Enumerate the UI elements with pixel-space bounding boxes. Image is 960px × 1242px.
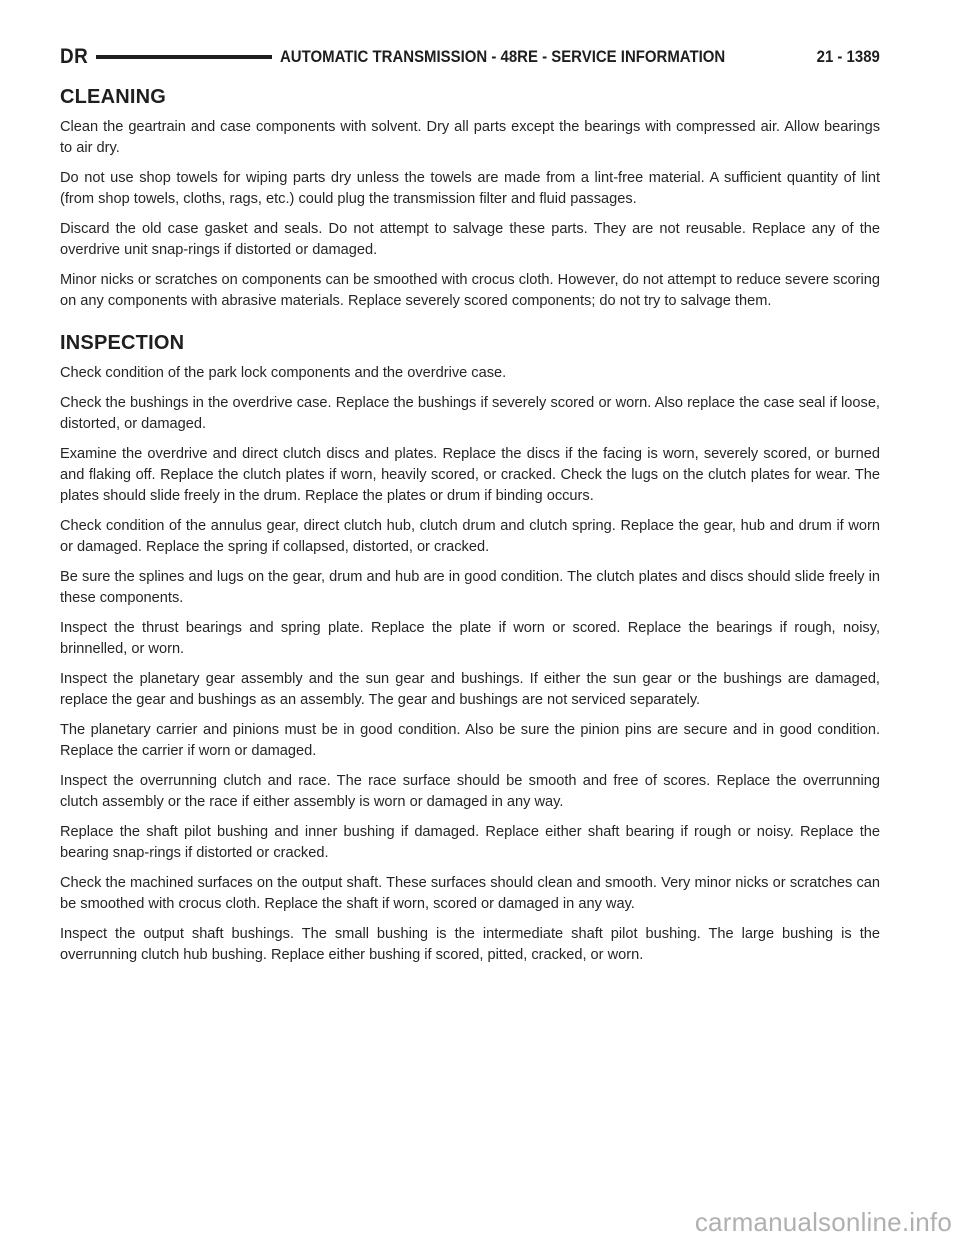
model-code: DR [60, 45, 89, 68]
section-heading-inspection: INSPECTION [60, 332, 185, 354]
page-number: 21 - 1389 [816, 47, 880, 66]
paragraph: Inspect the thrust bearings and spring plate. Replace the plate if worn or scored. Replace the bearings if rough, noisy, brinnelled, or worn. [60, 620, 880, 657]
paragraph: Inspect the planetary gear assembly and the sun gear and bushings. If either the sun gear or the bushings are damaged, replace the gear and bushings as an assembly. The gear and bushings are not serviced separately. [60, 671, 880, 708]
paragraph: Be sure the splines and lugs on the gear, drum and hub are in good condition. The clutch plates and discs should slide freely in these components. [60, 569, 880, 606]
header-rule [96, 55, 272, 59]
paragraph: Minor nicks or scratches on components can be smoothed with crocus cloth. However, do not attempt to reduce severe scoring on any components with abrasive materials. Replace severely scored components; do not try to salvage them. [60, 272, 880, 309]
watermark: carmanualsonline.info [694, 1207, 952, 1237]
paragraph: Clean the geartrain and case components with solvent. Dry all parts except the bearings with compressed air. Allow bearings to air dry. [60, 119, 880, 156]
paragraph: Replace the shaft pilot bushing and inner bushing if damaged. Replace either shaft bearing if rough or noisy. Replace the bearing snap-rings if distorted or cracked. [60, 824, 880, 861]
paragraph: Check condition of the annulus gear, direct clutch hub, clutch drum and clutch spring. Replace the gear, hub and drum if worn or damaged. Replace the spring if collapsed, distorted, or cracked. [60, 518, 880, 555]
paragraph: Do not use shop towels for wiping parts dry unless the towels are made from a lint-free material. A sufficient quantity of lint (from shop towels, cloths, rags, etc.) could plug the transmission filter and fluid passages. [60, 170, 880, 207]
page-header [60, 42, 880, 72]
paragraph: Inspect the overrunning clutch and race. The race surface should be smooth and free of scores. Replace the overrunning clutch assembly or the race if either assembly is worn or damaged in any way. [60, 773, 880, 810]
paragraph: Check condition of the park lock components and the overdrive case. [60, 365, 507, 381]
section-heading-cleaning: CLEANING [60, 86, 167, 108]
page-content [60, 86, 880, 975]
paragraph: Inspect the output shaft bushings. The small bushing is the intermediate shaft pilot bushing. The large bushing is the overrunning clutch hub bushing. Replace either bushing if scored, pitted, cracked, or worn. [60, 926, 880, 963]
paragraph: Check the bushings in the overdrive case. Replace the bushings if severely scored or worn. Also replace the case seal if loose, distorted, or damaged. [60, 395, 880, 432]
paragraph: The planetary carrier and pinions must be in good condition. Also be sure the pinion pins are secure and in good condition. Replace the carrier if worn or damaged. [60, 722, 880, 759]
paragraph: Check the machined surfaces on the output shaft. These surfaces should clean and smooth. Very minor nicks or scratches can be smoothed with crocus cloth. Replace the shaft if worn, scored or damaged in any way. [60, 875, 880, 912]
header-title: AUTOMATIC TRANSMISSION - 48RE - SERVICE INFORMATION [280, 47, 726, 66]
paragraph: Discard the old case gasket and seals. Do not attempt to salvage these parts. They are not reusable. Replace any of the overdrive unit snap-rings if distorted or damaged. [60, 221, 880, 258]
paragraph: Examine the overdrive and direct clutch discs and plates. Replace the discs if the facing is worn, severely scored, or burned and flaking off. Replace the clutch plates if worn, heavily scored, or cracked. Check the lugs on the clutch plates for wear. The plates should slide freely in the drum. Replace the plates or drum if binding occurs. [60, 446, 880, 504]
